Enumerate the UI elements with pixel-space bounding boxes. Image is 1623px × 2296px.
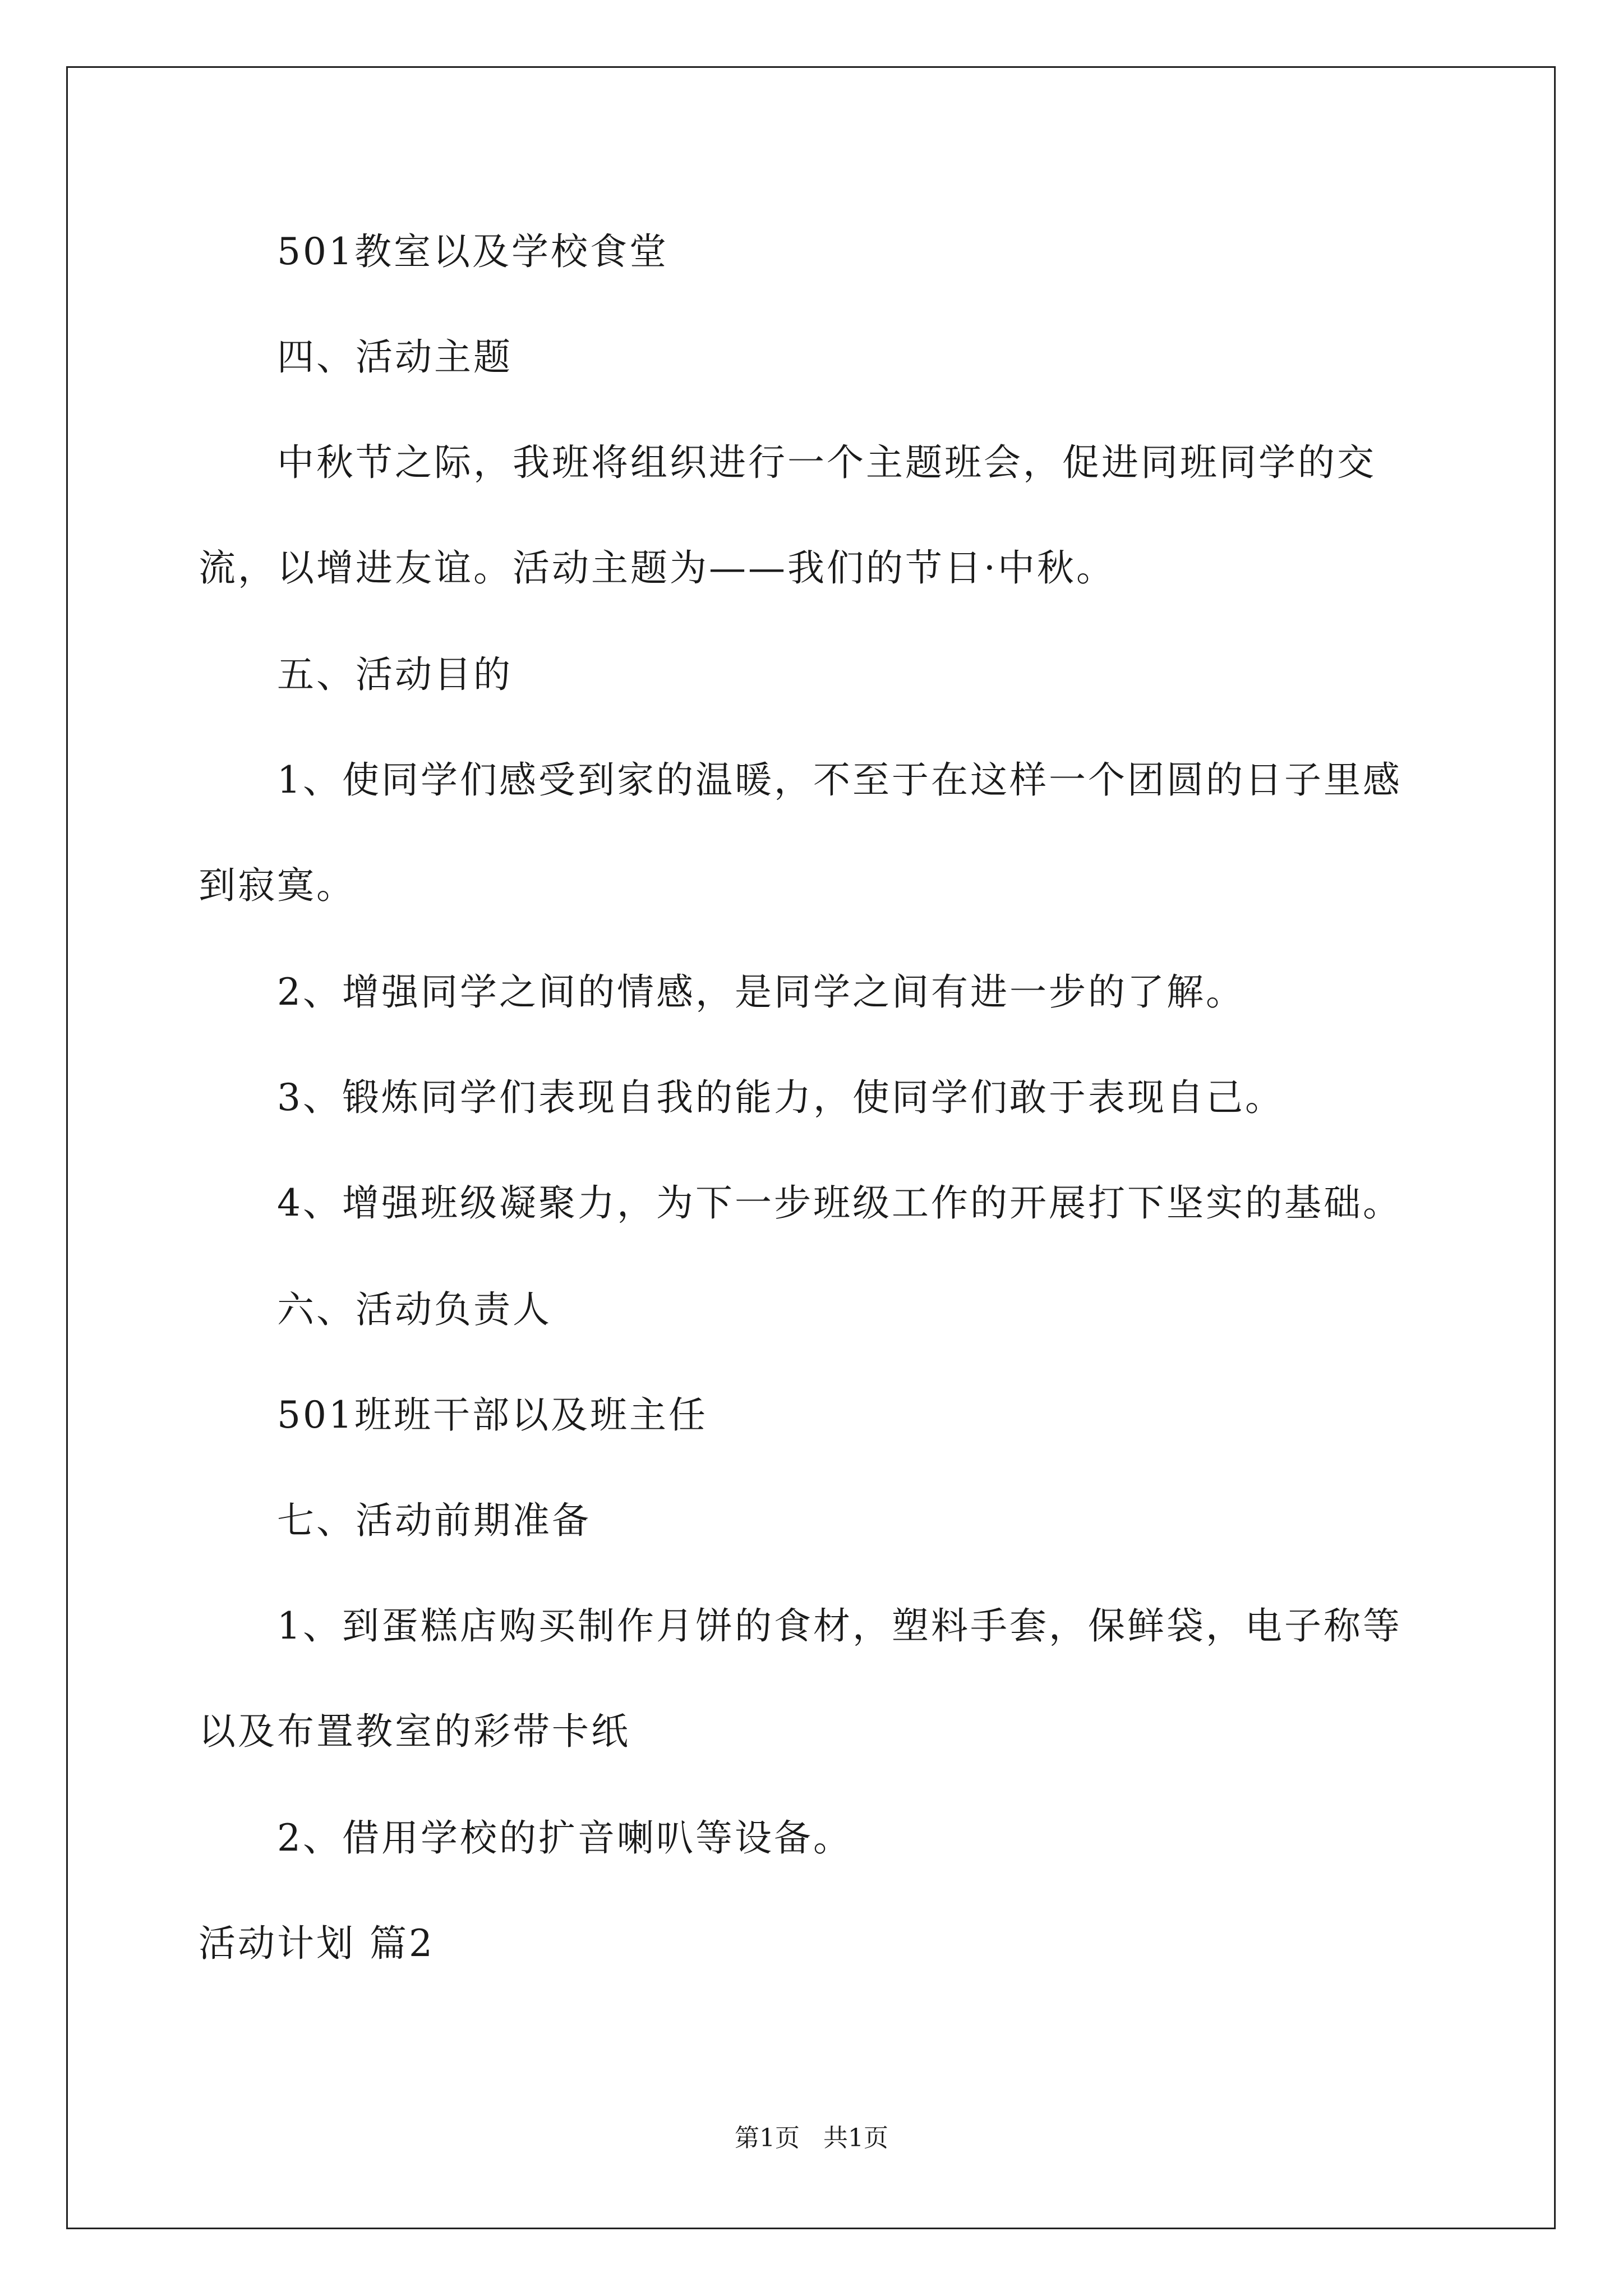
- paragraph-location: 501教室以及学校食堂: [277, 230, 668, 273]
- paragraph-purpose-4: 4、增强班级凝聚力，为下一步班级工作的开展打下坚实的基础。: [277, 1181, 1402, 1225]
- heading-activity-theme: 四、活动主题: [277, 335, 513, 379]
- paragraph-theme-line-1: 中秋节之际，我班将组织进行一个主题班会，促进同班同学的交: [277, 441, 1376, 484]
- paragraph-purpose-1-line-1: 1、使同学们感受到家的温暖，不至于在这样一个团圆的日子里感: [277, 758, 1402, 802]
- paragraph-prep-1-line-2: 以及布置教室的彩带卡纸: [199, 1710, 630, 1753]
- heading-preparation: 七、活动前期准备: [277, 1499, 591, 1542]
- heading-activity-lead: 六、活动负责人: [277, 1288, 552, 1331]
- paragraph-purpose-3: 3、锻炼同学们表现自我的能力，使同学们敢于表现自己。: [277, 1076, 1284, 1119]
- paragraph-prep-1-line-1: 1、到蛋糕店购买制作月饼的食材，塑料手套，保鲜袋，电子称等: [277, 1604, 1402, 1648]
- section-title-plan-2: 活动计划 篇2: [199, 1922, 435, 1965]
- paragraph-purpose-2: 2、增强同学之间的情感，是同学之间有进一步的了解。: [277, 970, 1245, 1014]
- paragraph-purpose-1-line-2: 到寂寞。: [199, 864, 356, 907]
- paragraph-lead: 501班班干部以及班主任: [277, 1393, 708, 1437]
- page-number-footer: 第1页 共1页: [735, 2124, 888, 2152]
- heading-activity-purpose: 五、活动目的: [277, 653, 513, 696]
- page-border: [66, 66, 1556, 2229]
- paragraph-prep-2: 2、借用学校的扩音喇叭等设备。: [277, 1816, 852, 1860]
- paragraph-theme-line-2: 流，以增进友谊。活动主题为——我们的节日·中秋。: [199, 546, 1115, 590]
